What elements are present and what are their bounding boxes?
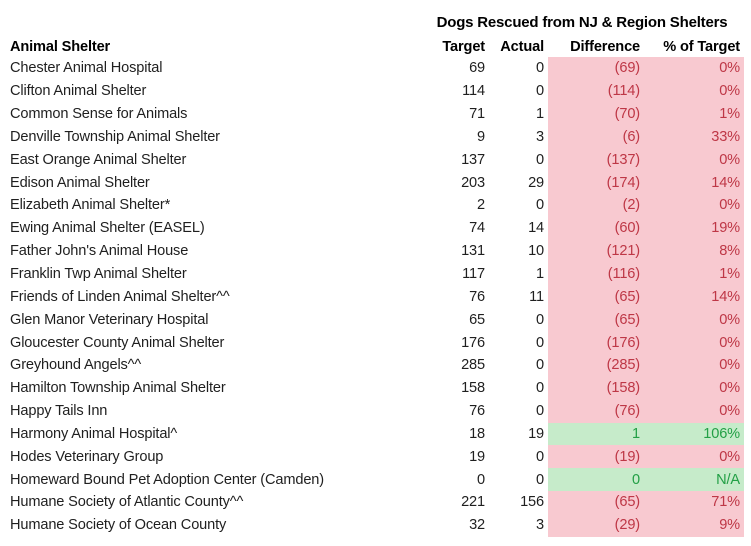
actual-cell: 3 <box>536 517 544 534</box>
table-row <box>0 423 744 446</box>
pct-of-target-cell: 0% <box>640 445 744 468</box>
shelter-name-cell: Harmony Animal Hospital^ <box>10 425 178 442</box>
table-row <box>0 263 744 286</box>
pct-of-target-cell: 0% <box>640 57 744 80</box>
shelter-name-cell: Clifton Animal Shelter <box>10 83 147 100</box>
shelter-name-cell: Father John's Animal House <box>10 243 189 260</box>
pct-of-target-cell: 19% <box>640 217 744 240</box>
difference-cell: (114) <box>548 80 640 103</box>
pct-of-target-cell: 0% <box>640 80 744 103</box>
table-row <box>0 148 744 171</box>
table-row <box>0 514 744 537</box>
difference-cell: (116) <box>548 263 640 286</box>
target-cell: 117 <box>462 266 485 283</box>
actual-cell: 156 <box>520 494 544 511</box>
column-header-animal-shelter: Animal Shelter <box>10 38 111 55</box>
target-cell: 176 <box>461 334 485 351</box>
target-cell: 32 <box>469 517 485 534</box>
shelter-name-cell: Happy Tails Inn <box>10 403 108 420</box>
actual-cell: 1 <box>536 266 544 283</box>
target-cell: 74 <box>469 220 485 237</box>
pct-of-target-cell: 106% <box>640 423 744 446</box>
shelter-name-cell: Friends of Linden Animal Shelter^^ <box>10 288 230 305</box>
table-row <box>0 103 744 126</box>
pct-of-target-cell: 8% <box>640 240 744 263</box>
difference-cell: (2) <box>548 194 640 217</box>
target-cell: 131 <box>461 243 485 260</box>
table-row <box>0 80 744 103</box>
difference-cell: (65) <box>548 491 640 514</box>
target-cell: 76 <box>469 288 485 305</box>
target-cell: 114 <box>462 83 485 100</box>
shelter-name-cell: Humane Society of Atlantic County^^ <box>10 494 244 511</box>
shelter-name-cell: East Orange Animal Shelter <box>10 151 187 168</box>
pct-of-target-cell: 0% <box>640 148 744 171</box>
actual-cell: 11 <box>529 288 544 305</box>
actual-cell: 0 <box>536 403 544 420</box>
shelter-name-cell: Chester Animal Hospital <box>10 60 163 77</box>
shelter-name-cell: Humane Society of Ocean County <box>10 517 227 534</box>
target-cell: 0 <box>477 471 485 488</box>
column-header-actual: Actual <box>500 38 544 55</box>
table-row <box>0 308 744 331</box>
actual-cell: 0 <box>536 197 544 214</box>
target-cell: 71 <box>469 106 485 123</box>
table-row <box>0 240 744 263</box>
difference-cell: (60) <box>548 217 640 240</box>
table-row <box>0 285 744 308</box>
shelter-name-cell: Homeward Bound Pet Adoption Center (Camden) <box>10 471 324 488</box>
actual-cell: 0 <box>536 60 544 77</box>
column-header-target: Target <box>442 38 485 55</box>
target-cell: 158 <box>461 380 485 397</box>
difference-cell: (121) <box>548 240 640 263</box>
pct-of-target-cell: 0% <box>640 400 744 423</box>
actual-cell: 29 <box>528 174 544 191</box>
pct-of-target-cell: 1% <box>640 263 744 286</box>
difference-cell: (19) <box>548 445 640 468</box>
difference-cell: (176) <box>548 331 640 354</box>
difference-cell: (6) <box>548 126 640 149</box>
pct-of-target-cell: 0% <box>640 377 744 400</box>
shelter-name-cell: Ewing Animal Shelter (EASEL) <box>10 220 205 237</box>
actual-cell: 0 <box>536 151 544 168</box>
table-row <box>0 354 744 377</box>
shelter-name-cell: Franklin Twp Animal Shelter <box>10 266 187 283</box>
table-row <box>0 331 744 354</box>
shelter-name-cell: Common Sense for Animals <box>10 106 188 123</box>
difference-cell: (65) <box>548 285 640 308</box>
table-row <box>0 400 744 423</box>
pct-of-target-cell: 71% <box>640 491 744 514</box>
shelter-name-cell: Hodes Veterinary Group <box>10 448 164 465</box>
difference-cell: 1 <box>548 423 640 446</box>
difference-cell: (76) <box>548 400 640 423</box>
target-cell: 76 <box>469 403 485 420</box>
difference-cell: (65) <box>548 308 640 331</box>
shelter-name-cell: Denville Township Animal Shelter <box>10 128 220 145</box>
pct-of-target-cell: 14% <box>640 171 744 194</box>
target-cell: 19 <box>469 448 485 465</box>
target-cell: 65 <box>469 311 485 328</box>
shelter-name-cell: Hamilton Township Animal Shelter <box>10 380 226 397</box>
actual-cell: 1 <box>536 106 544 123</box>
table-title: Dogs Rescued from NJ & Region Shelters <box>436 14 728 31</box>
pct-of-target-cell: N/A <box>640 468 744 491</box>
pct-of-target-cell: 0% <box>640 331 744 354</box>
actual-cell: 0 <box>536 83 544 100</box>
actual-cell: 14 <box>528 220 544 237</box>
actual-cell: 19 <box>528 425 544 442</box>
actual-cell: 0 <box>536 448 544 465</box>
actual-cell: 0 <box>536 311 544 328</box>
column-header-difference: Difference <box>570 38 640 55</box>
pct-of-target-cell: 0% <box>640 354 744 377</box>
target-cell: 221 <box>461 494 485 511</box>
shelter-name-cell: Edison Animal Shelter <box>10 174 150 191</box>
shelter-name-cell: Gloucester County Animal Shelter <box>10 334 225 351</box>
shelter-name-cell: Elizabeth Animal Shelter* <box>10 197 171 214</box>
target-cell: 18 <box>469 425 485 442</box>
target-cell: 69 <box>469 60 485 77</box>
pct-of-target-cell: 9% <box>640 514 744 537</box>
difference-cell: 0 <box>548 468 640 491</box>
difference-cell: (70) <box>548 103 640 126</box>
table-header-row <box>0 36 744 57</box>
difference-cell: (69) <box>548 57 640 80</box>
difference-cell: (29) <box>548 514 640 537</box>
table-row <box>0 171 744 194</box>
difference-cell: (137) <box>548 148 640 171</box>
difference-cell: (285) <box>548 354 640 377</box>
shelter-name-cell: Glen Manor Veterinary Hospital <box>10 311 209 328</box>
target-cell: 285 <box>461 357 485 374</box>
shelter-name-cell: Greyhound Angels^^ <box>10 357 142 374</box>
pct-of-target-cell: 33% <box>640 126 744 149</box>
actual-cell: 0 <box>536 471 544 488</box>
table-row <box>0 217 744 240</box>
actual-cell: 0 <box>536 357 544 374</box>
table-row <box>0 468 744 491</box>
difference-cell: (174) <box>548 171 640 194</box>
actual-cell: 0 <box>536 334 544 351</box>
pct-of-target-cell: 14% <box>640 285 744 308</box>
difference-cell: (158) <box>548 377 640 400</box>
actual-cell: 10 <box>528 243 544 260</box>
pct-of-target-cell: 0% <box>640 308 744 331</box>
column-header-pct-of-target: % of Target <box>663 38 740 55</box>
table-row <box>0 377 744 400</box>
table-row <box>0 491 744 514</box>
table-row <box>0 57 744 80</box>
target-cell: 137 <box>461 151 485 168</box>
table-row <box>0 194 744 217</box>
table-body <box>0 57 751 537</box>
actual-cell: 3 <box>536 128 544 145</box>
target-cell: 9 <box>477 128 485 145</box>
pct-of-target-cell: 1% <box>640 103 744 126</box>
pct-of-target-cell: 0% <box>640 194 744 217</box>
table-row <box>0 126 744 149</box>
table-row <box>0 445 744 468</box>
actual-cell: 0 <box>536 380 544 397</box>
target-cell: 203 <box>461 174 485 191</box>
target-cell: 2 <box>477 197 485 214</box>
